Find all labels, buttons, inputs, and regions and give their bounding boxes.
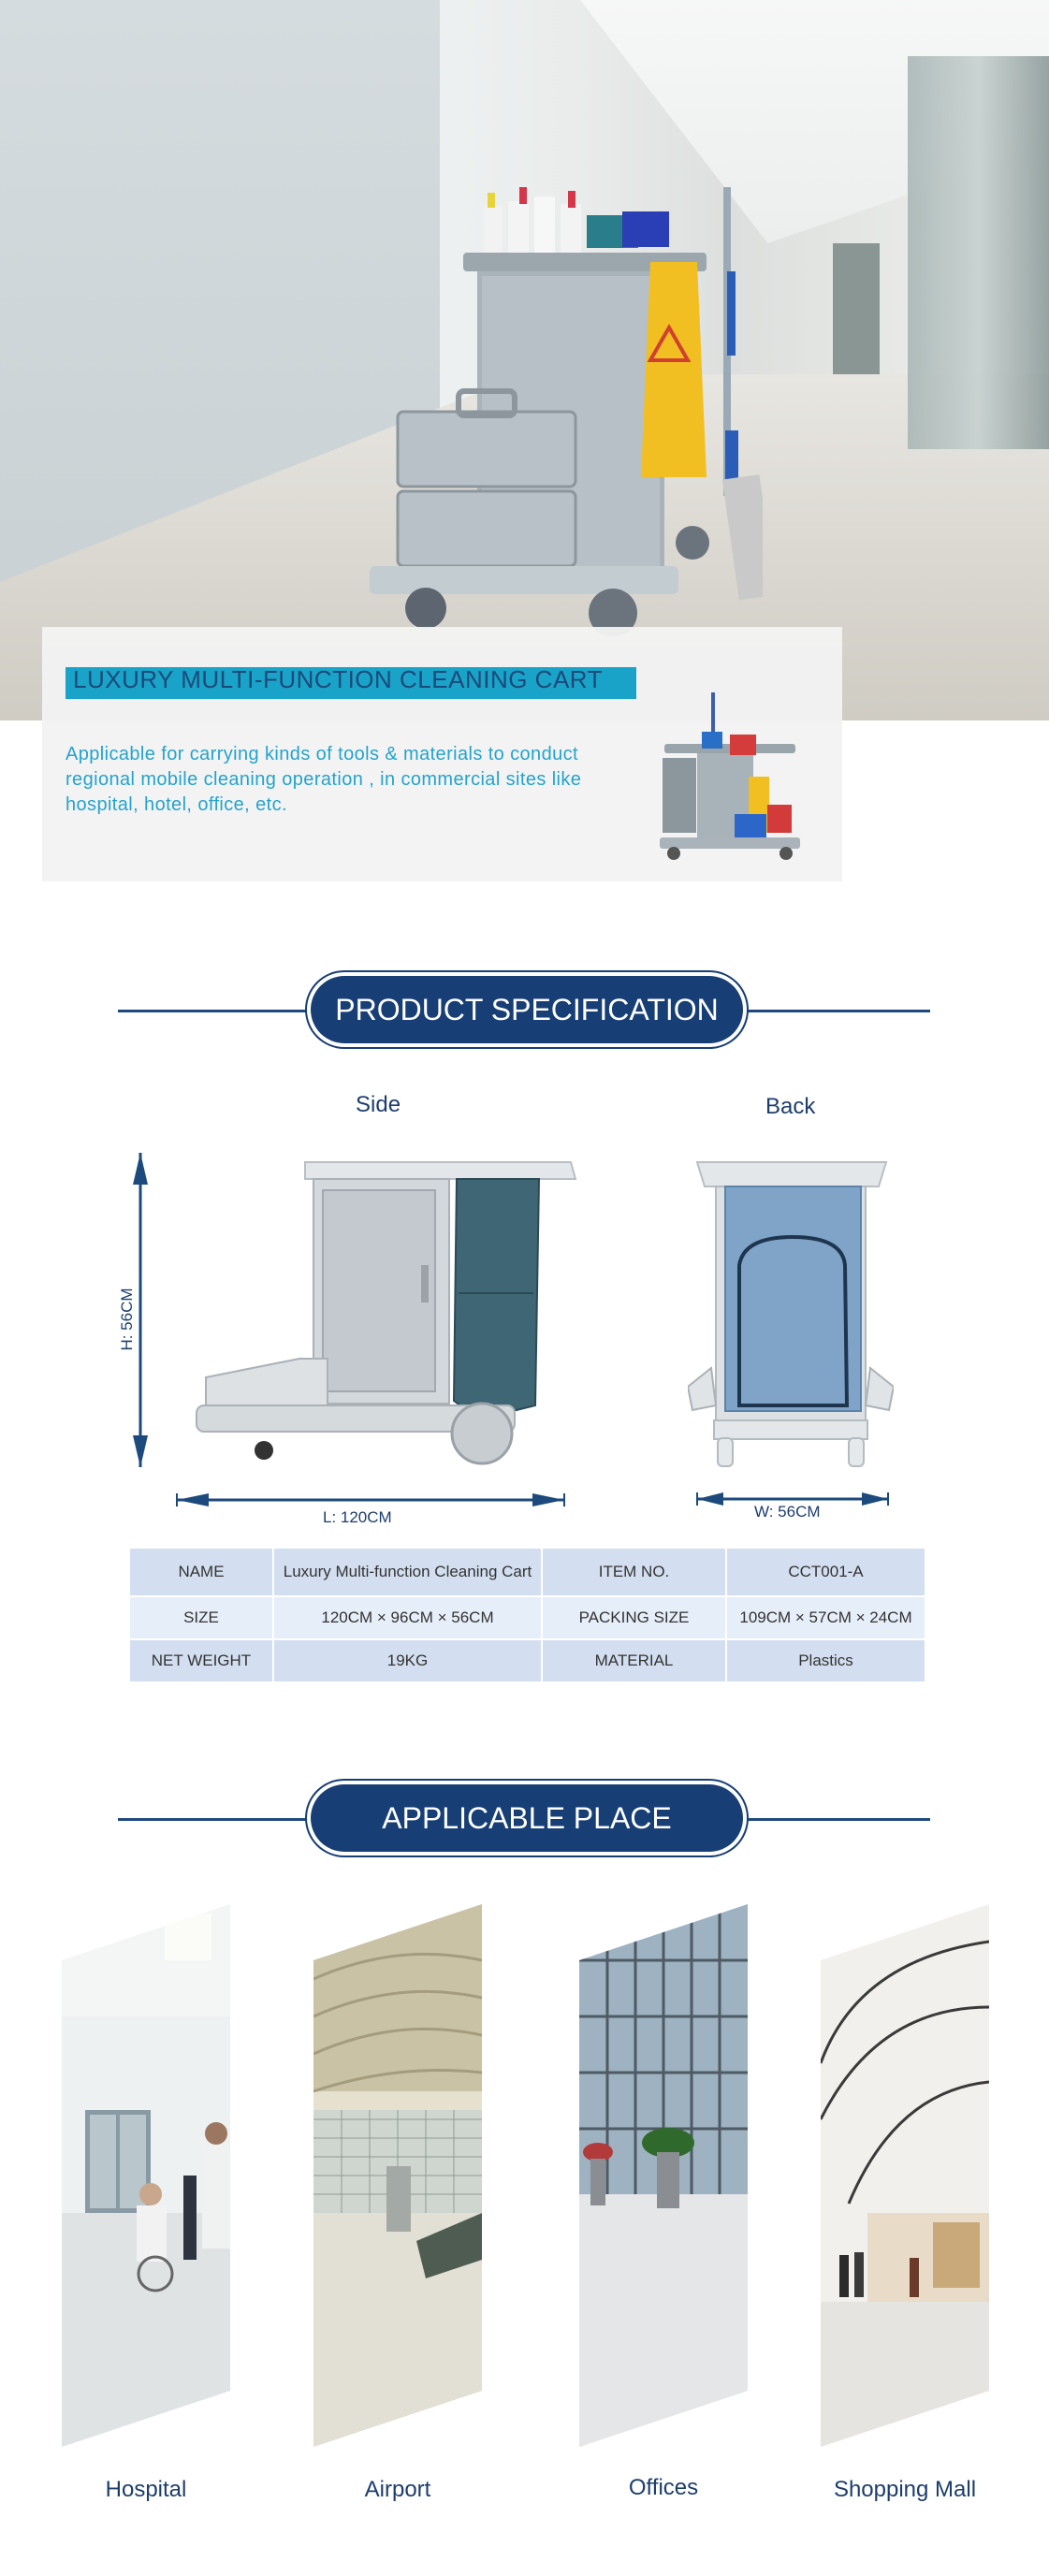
place-label-shopping-mall: Shopping Mall: [833, 2477, 977, 2502]
back-view-label: Back: [765, 1094, 816, 1119]
table-row: [129, 1639, 925, 1682]
table-row: [129, 1596, 925, 1639]
length-label: L: 120CM: [323, 1508, 392, 1526]
item-no-label-cell: ITEM NO.: [542, 1548, 726, 1596]
hero-banner: [0, 0, 1049, 720]
hero-door: [833, 243, 880, 374]
cleaning-cart-hero-image: [370, 187, 763, 636]
cart-side-view-image: [187, 1153, 580, 1471]
name-label-cell: NAME: [129, 1548, 273, 1596]
length-dimension-arrow: [175, 1491, 566, 1509]
spec-heading: PRODUCT SPECIFICATION: [311, 976, 743, 1043]
table-row: [129, 1548, 925, 1596]
size-label-cell: SIZE: [129, 1596, 273, 1639]
place-label-hospital: Hospital: [105, 2477, 187, 2502]
side-view-label: Side: [356, 1092, 401, 1117]
cart-thumbnail-image: [646, 692, 814, 861]
width-label: W: 56CM: [754, 1503, 821, 1521]
packing-size-value-cell: 109CM × 57CM × 24CM: [726, 1596, 925, 1639]
airport-image: [313, 1904, 482, 2447]
hospital-image: [62, 1904, 230, 2447]
material-label-cell: MATERIAL: [542, 1639, 726, 1682]
item-no-value-cell: CCT001-A: [726, 1548, 925, 1596]
spec-table: [128, 1547, 926, 1683]
cart-back-view-image: [688, 1153, 894, 1471]
packing-size-label-cell: PACKING SIZE: [542, 1596, 726, 1639]
offices-image: [579, 1904, 748, 2447]
places-heading: APPLICABLE PLACE: [311, 1784, 743, 1852]
product-description: Applicable for carrying kinds of tools & materials to conduct regional mobile cleaning operation , in commercial sites like hospital, hotel, office, etc.: [66, 744, 582, 815]
size-value-cell: 120CM × 96CM × 56CM: [273, 1596, 542, 1639]
place-label-airport: Airport: [364, 2477, 431, 2502]
material-value-cell: Plastics: [726, 1639, 925, 1682]
height-label: H: 56CM: [118, 1288, 136, 1351]
hero-glass-wall: [908, 56, 1049, 449]
name-value-cell: Luxury Multi-function Cleaning Cart: [273, 1548, 542, 1596]
shopping-mall-image: [821, 1904, 989, 2447]
net-weight-value-cell: 19KG: [273, 1639, 542, 1682]
place-label-offices: Offices: [628, 2475, 699, 2500]
product-title: LUXURY MULTI-FUNCTION CLEANING CART: [73, 665, 603, 693]
net-weight-label-cell: NET WEIGHT: [129, 1639, 273, 1682]
